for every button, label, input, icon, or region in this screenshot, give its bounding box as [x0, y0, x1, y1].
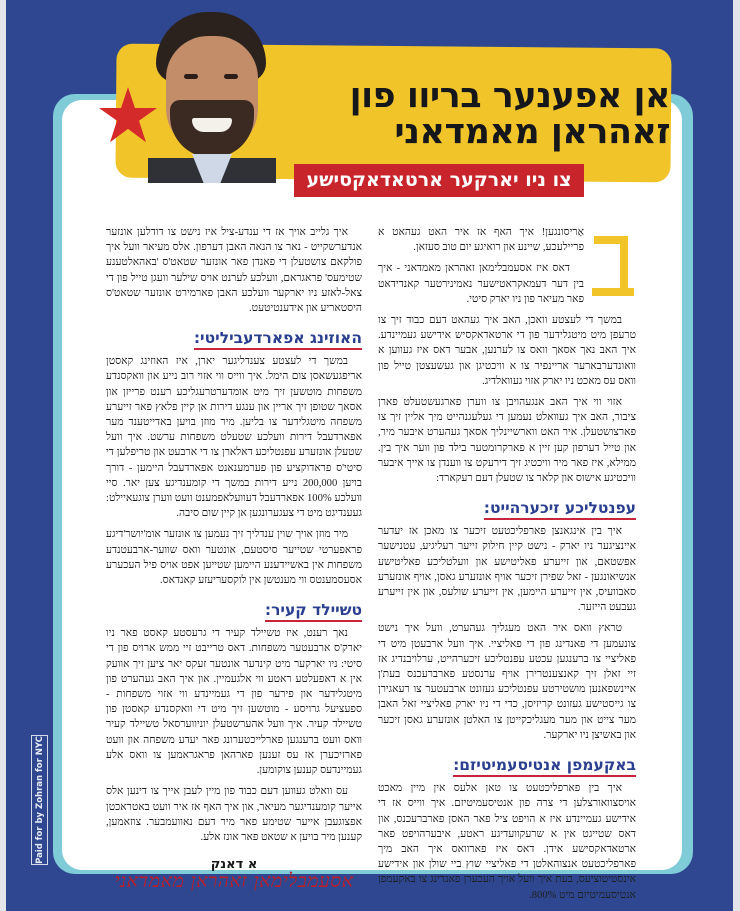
paragraph: מיר מוזן אויך שוין ענדליך זיך נעמען צו אונזער אומ'יושר'דיגע פראפערטי שטייער סיסטעם, אונטער וואס שווער-ארבעטנדע משפחות אין באשיידענע היימען שטייען אפט אויס פיל העכערע אסעסמענטס ווי מענטשן אין לוקסעריעזע קאנדאס.	[106, 529, 362, 587]
right-column	[378, 225, 636, 909]
headline-line-2: זאהראן מאמדאני	[394, 112, 670, 152]
section-heading-public-safety: עפנטליכע זיכערהייט:	[378, 498, 636, 518]
photo-eye-left	[184, 74, 198, 79]
paragraph: איך בין פארפליכטעט צו טאן אלעס אין מיין מאכט אויסצוואורצלען די צרה פון אנטיסעמיטיזם. איך ווייס אז די אידישע געמיינדע איז א הויפט ציל פאר האסן פארברעכנס, און דאס שטייגט אין א שרעקוועדיגע ראטע, איבערהויפט פאר ארטאדאקסישע אידן. דאס איז פארוואס איך האב מיך פארפליכטעט אנצוהאלטן די פאליציי שוץ ביי שולן און אידישע אינסטיטוציעס, בעת איך וועל אויך העכערן פאנדינג צו באקעמפן אנטיסעמיטיזם מיט 800%.	[378, 783, 636, 901]
paragraph: אַריסונגען! איך האף אז איר האט געהאט א פריילעכע, שיינע און רואיגע יום טוב סעזאן.	[378, 227, 584, 254]
left-column	[106, 225, 363, 893]
closing-thanks: א דאנק	[210, 857, 258, 873]
paragraph: דאס איז אסעמבלימאן זאהראן מאמדאני - איך בין דער דעמאקראטישער נאמינירטער קאנדידאט פאר מעיאר פון ניו יארק סיטי.	[378, 263, 584, 305]
paragraph: במשך די לעצטע צענדליגער יארן, איז האוזינג קאסטן אריפגעשאסן צום הימל. איך ווייס ווי אזוי רוב נייע און וואקסנדע משפחות מוטשען זיך מיט אומדערטרעגליכע רענט פרייזן און אסאך שטופן זיך אריין און ענגע דירות אן קיין פלאץ פאר זייערע משפחה מיטגלידער צו בליען. מיר מוזן בויען באדייטענד מער אפארדעבל דירות וועלכע שטעלט משפחות ערשט. איך וועל שטעלן אונזערע עפנטליכע דאלארן צו די ארבעט און טריפלען די סיטי'ס פראדוקציע פון פערמענאנט אפארדעבל היימען - דורך בויען 200,000 נייע דירות במשך די קומענדיגע צען יאר. סיי וועלכע 100% אפארדעבל דעוועלאפמענט וועט ווערן צוגעאיילט: געענדיגט מיט די צעגערונגען אן קיין שום סיבה.	[106, 356, 363, 520]
paragraph: איך גלייב אויך אז די ענדע-ציל איז נישט צו דודלען אונזער אנדערשקייט - נאר צו הנאה האבן דערפון. אלס מעיאר וועל איך פולקאם צושטעלן די פאנדן פאר אונזער שטאט'ס 'באהאלטענע שטימעס' פראגראם, וועלכע לערנט אויס שילער וועגן טייל פון די צאל-לאזע ניו יארקער וועלכע האבן פארמירט אונזער שטאט'ס היסטאריע און אידענטיטעט.	[106, 227, 362, 315]
candidate-photo	[148, 8, 276, 183]
page-edge-left	[0, 0, 6, 911]
section-heading-child-care: טשיילד קעיר:	[106, 600, 362, 620]
paragraph: טראץ וואס איר האט מעגליך געהערט, וועל איך נישט צונעמען די פאנדינג פון די פאליציי. איך וועל ארבעטן מיט די פאליציי צו ברענגען עכטע עפנטליכע זיכערהייט, ערלויבנדיג אז זיי זאלן זיך קאנצענטרירן אויף ערנסטע פארברעכנס בעת'ן איינשפאנען מושטירטע עפנטליכע געזונט ארבעטער צו רעאגירן צו גייסטישע געזונט קריזיסן, כדי די ניו יארק פאליציי זאל האבן מער צייט און מער מעגליכקייטן צו האלטן אונזערע גאסן זיכער און באשיצן ניו יארקער.	[378, 623, 636, 741]
paragraph: איך בין אינגאנצן פארפליכטעט זיכער צו מאכן אז יעדער איינציגער ניו יארק - נישט קיין חילוק זייער רעליגיע, עטנישער אפשטאם, און זייערע פאליטישע און וועלטליכע פאליטישע אנשיאונגען - זאל שפירן זיכער אויף אונזערע גאסן, אויף אונזערע סאבוועיס, אין זייערע היימען, אין זייערע שולעס, און אין זייערע געבעט הייזער.	[378, 526, 636, 614]
signature: אסעמבלימאן זאהראן מאמדאני	[114, 870, 354, 893]
section-heading-antisemitism: באקעמפן אנטיסעמיטיזם:	[378, 755, 636, 775]
photo-smile	[192, 118, 232, 132]
paragraph: עס וואלט געווען דעם כבוד פון מיין לעבן אייך צו דינען אלס אייער קומענדיגער מעיאר, און איך האף אז איר וועט באטראכטן אפצוגעבן אייער שטימע פאר מיר דעם נאוועמבער. צוזאמען, קענען מיר בויען א שטאט פאר אונז אלע.	[106, 786, 362, 843]
subheadline-banner: צו ניו יארקער ארטאדאקסישע אידן	[294, 164, 584, 197]
red-star-icon	[99, 87, 157, 143]
paragraph: נאך רענט, איז טשיילד קעיר די גרעסטע קאסט פאר ניו יארק'ס ארבעטער משפחות. דאס טרייבט זיי ממש ארויס פון די סיטי: ניו יארקער מיט קינדער אונטער זעקס יאר ציען זיך אוועק אין א דאפעלטע ראטע ווי אלגעמיין. און איך האב געהערט פון מיטגלידער און פירער פון די געמיינדע ווי אזוי משפחות - ספעציעל גרויסע - מוטשען זיך מיט די וואקסנדע קאסטן פון טשיילד קעיר. איך וועל אהערשטעלן יוניווערסאל טשיילד קעיר וואס וועט ברענגען פארלייכטערונג פאר יעדע משפחה און וועט פארזיכערן אז עס זענען פארהאן פראגראמען צו וואס אלע געמיינדעס קענען צוקומען.	[106, 628, 362, 777]
paragraph: אזוי ווי איך האב אנגעהויבן צו ווערן פארגעשטעלט פארן ציבור, האב איך געוואלט נעמען די געלעגנהייט מיך אליין זיך צו פארצושטעלן. איר האט ווארשיינליך אסאך געהערט איבער מיר, און טייל דערפון קען זיין א פארקרומטער בילד פון ווער איך בין. ממילא, איז פאר מיר וויכטיג זיך דירעקט צו ווענדן צו אייך איבער וויכטיגע אישוס און קלאר צו שטעלן דעם רעקארד:	[378, 397, 636, 485]
paragraph: במשך די לעצטע וואכן, האב איך געהאט דעם כבוד זיך צו טרעפן מיט מיטגלידער פון די ארטאדאקסיש אידישע געמיינדע. איך האב נאך אסאך וואס צו לערנען, אבער דאס איז געווען א וואונדערבארער אריינפיר צו א וויכטיגן און געשעצטן טייל פון וואס עס מאכט ניו יארק אזוי געוואלדיג.	[378, 315, 636, 387]
headline	[290, 78, 670, 150]
paid-for-disclaimer: Paid for by Zohran for NYC	[31, 735, 48, 865]
photo-eye-right	[224, 74, 238, 79]
headline-line-1: אן אפענער בריוו פון	[349, 76, 670, 116]
section-heading-housing: האוזינג אפארדעביליטי:	[106, 328, 362, 348]
page-edge-right	[733, 0, 740, 911]
